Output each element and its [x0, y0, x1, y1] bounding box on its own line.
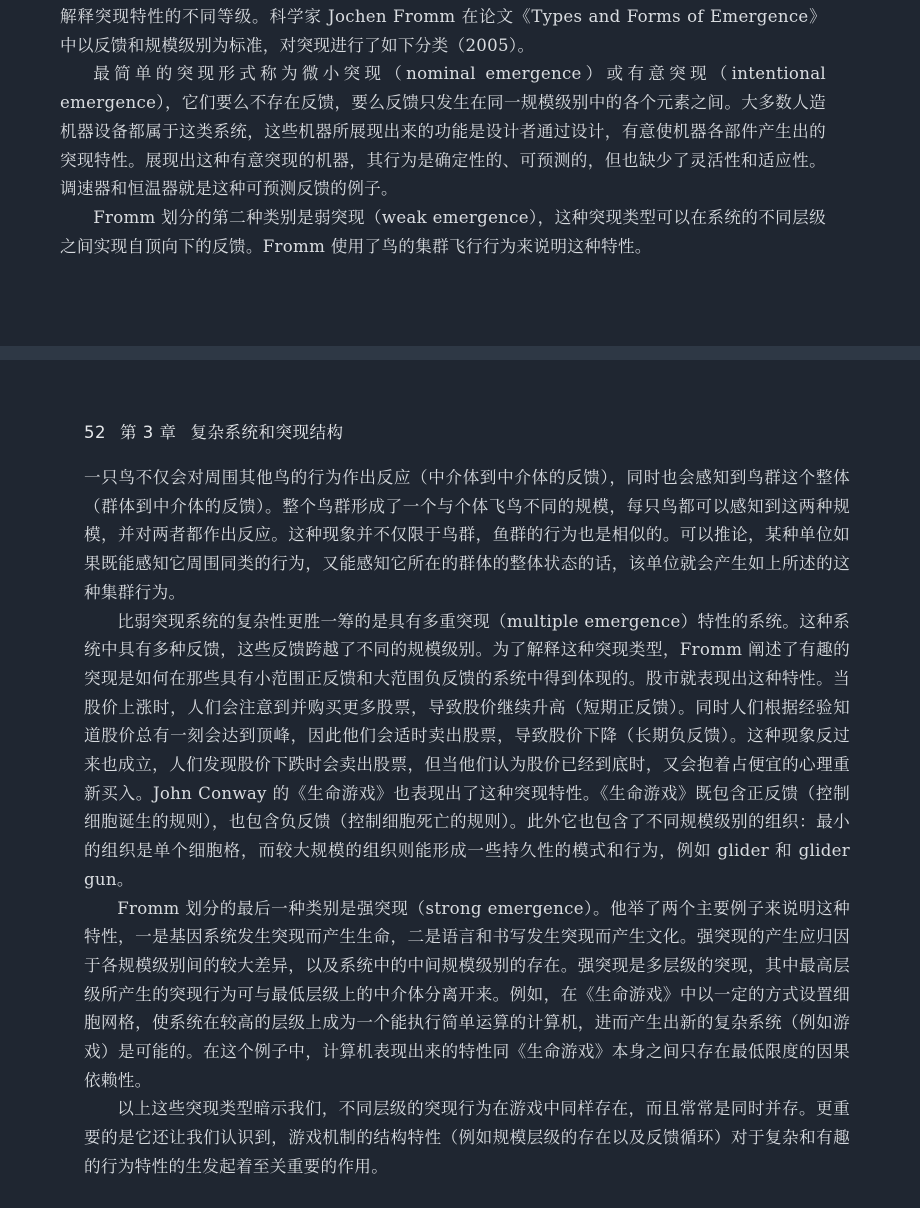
- paragraph: 解释突现特性的不同等级。科学家 Jochen Fromm 在论文《Types and Forms of Emergence》中以反馈和规模级别为标准，对突现进行了如下分类（2005）。: [60, 7, 826, 55]
- page-number: 52: [84, 423, 106, 442]
- paragraph: 最简单的突现形式称为微小突现（nominal emergence）或有意突现（intentional emergence），它们要么不存在反馈，要么反馈只发生在同一规模级别中的各个元素之间。大多数人造机器设备都属于这类系统，这些机器所展现出来的功能是设计者通过设计，有意使机器各部件产生出的突现特性。展现出这种有意突现的机器，其行为是确定性的、可预测的，但也缺少了灵活性和适应性。调速器和恒温器就是这种可预测反馈的例子。: [60, 64, 826, 199]
- running-header: [84, 419, 358, 443]
- paragraph: Fromm 划分的第二种类别是弱突现（weak emergence），这种突现类型可以在系统的不同层级之间实现自顶向下的反馈。Fromm 使用了鸟的集群飞行行为来说明这种特性。: [60, 207, 826, 256]
- paragraph: 比弱突现系统的复杂性更胜一筹的是具有多重突现（multiple emergence）特性的系统。这种系统中具有多种反馈，这些反馈跨越了不同的规模级别。为了解释这种突现类型，Fromm 阐述了有趣的突现是如何在那些具有小范围正反馈和大范围负反馈的系统中得到体现的。股市就表现出这种特性。当股价上涨时，人们会注意到并购买更多股票，导致股价继续升高（短期正反馈）。同时人们根据经验知道股价总有一刻会达到顶峰，因此他们会适时卖出股票，导致股价下降（长期负反馈）。这种现象反过来也成立，人们发现股价下跌时会卖出股票，但当他们认为股价已经到底时，又会抱着占便宜的心理重新买入。John Conway 的《生命游戏》也表现出了这种突现特性。《生命游戏》既包含正反馈（控制细胞诞生的规则），也包含负反馈（控制细胞死亡的规则）。此外它也包含了不同规模级别的组织：最小的组织是单个细胞格，而较大规模的组织则能形成一些持久性的模式和行为，例如 glider 和 glider gun。: [84, 611, 850, 889]
- bottom-page-body: [84, 464, 850, 1182]
- paragraph: 以上这些突现类型暗示我们，不同层级的突现行为在游戏中同样存在，而且常常是同时并存。更重要的是它还让我们认识到，游戏机制的结构特性（例如规模层级的存在以及反馈循环）对于复杂和有趣的行为特性的生发起着至关重要的作用。: [84, 1099, 850, 1176]
- paragraph: Fromm 划分的最后一种类别是强突现（strong emergence）。他举了两个主要例子来说明这种特性，一是基因系统发生突现而产生生命，二是语言和书写发生突现而产生文化。强突现的产生应归因于各规模级别间的较大差异，以及系统中的中间规模级别的存在。强突现是多层级的突现，其中最高层级所产生的突现行为可与最低层级上的中介体分离开来。例如，在《生命游戏》中以一定的方式设置细胞网格，使系统在较高的层级上成为一个能执行简单运算的计算机，进而产生出新的复杂系统（例如游戏）是可能的。在这个例子中，计算机表现出来的特性同《生命游戏》本身之间只存在最低限度的因果依赖性。: [84, 898, 850, 1090]
- top-page: [0, 0, 920, 346]
- chapter-title: 复杂系统和突现结构: [190, 423, 344, 442]
- top-page-body: [60, 3, 826, 261]
- page-divider: [0, 346, 920, 360]
- chapter-label: 第 3 章: [120, 423, 177, 442]
- paragraph: 一只鸟不仅会对周围其他鸟的行为作出反应（中介体到中介体的反馈），同时也会感知到鸟群这个整体（群体到中介体的反馈）。整个鸟群形成了一个与个体飞鸟不同的规模，每只鸟都可以感知到这两种规模，并对两者都作出反应。这种现象并不仅限于鸟群，鱼群的行为也是相似的。可以推论，某种单位如果既能感知它周围同类的行为，又能感知它所在的群体的整体状态的话，该单位就会产生如上所述的这种集群行为。: [84, 468, 850, 602]
